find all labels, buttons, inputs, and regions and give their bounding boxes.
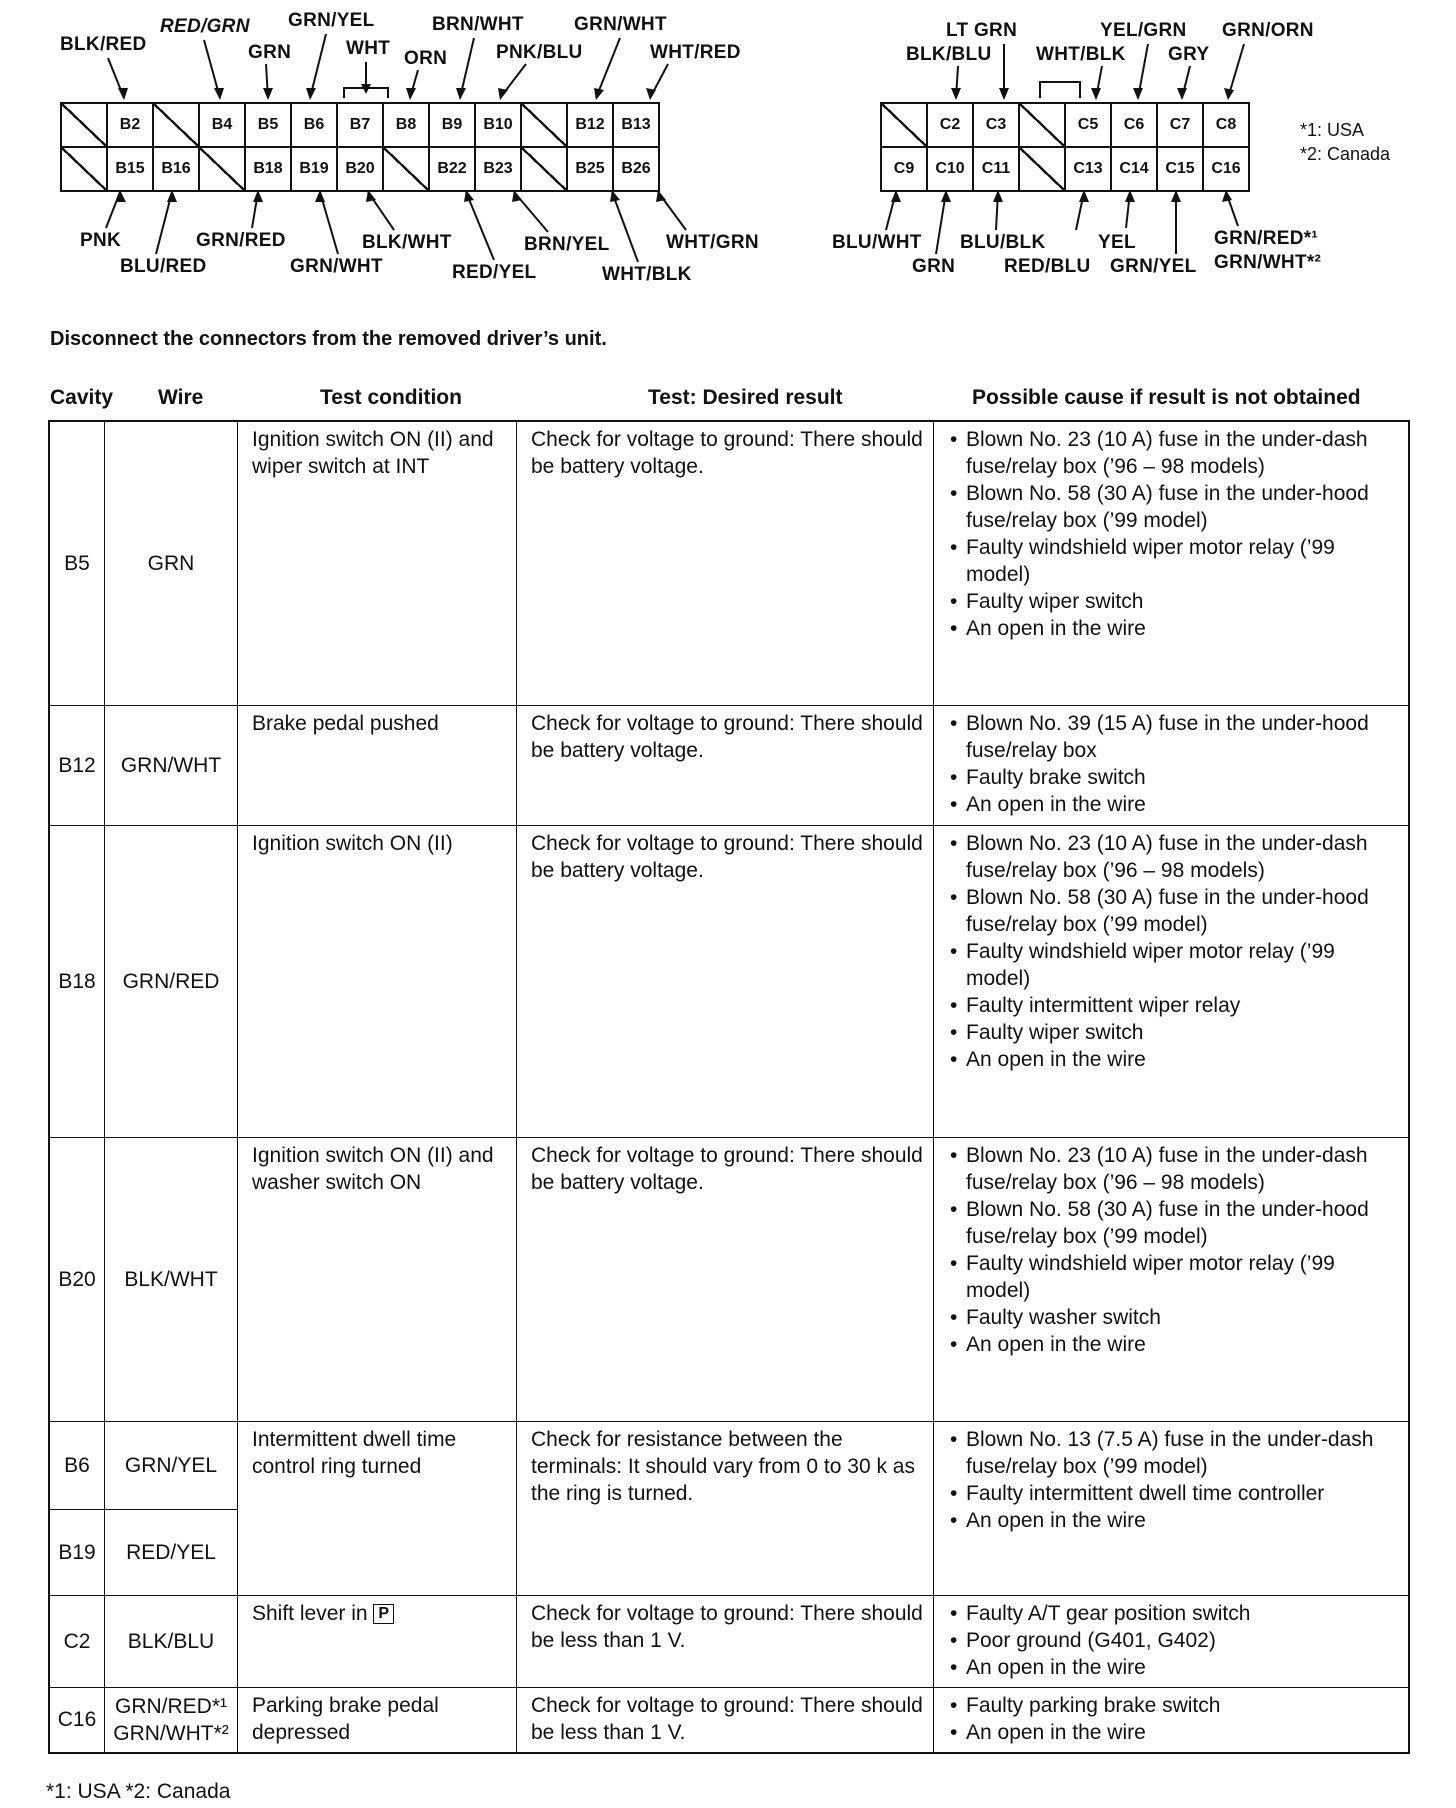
wire-cell: GRN bbox=[105, 421, 238, 705]
wire-cell bbox=[105, 1687, 238, 1753]
cause-cell bbox=[934, 1137, 1410, 1421]
wire-cell: GRN/WHT bbox=[105, 705, 238, 825]
cavity-cell: B13 bbox=[613, 103, 659, 147]
cause-list bbox=[948, 1600, 1398, 1681]
condition-cell: Ignition switch ON (II) bbox=[238, 825, 517, 1137]
cause-item: • An open in the wire bbox=[948, 1507, 1398, 1534]
cause-item: • Blown No. 39 (15 A) fuse in the under-hood fuse/relay box bbox=[948, 710, 1398, 764]
cavity-cell: B15 bbox=[107, 147, 153, 191]
arrow-head bbox=[1224, 88, 1234, 100]
cavity-cell: B7 bbox=[337, 103, 383, 147]
wire-label: GRN/RED bbox=[196, 230, 286, 251]
wire-label: GRN bbox=[248, 42, 292, 63]
arrow-head bbox=[993, 190, 1003, 202]
cause-list bbox=[948, 830, 1398, 1073]
header-wire: Wire bbox=[158, 386, 204, 409]
wire-label: WHT/BLK bbox=[1036, 44, 1126, 65]
wire-label: RED/GRN bbox=[160, 16, 250, 37]
arrow-head bbox=[498, 88, 508, 100]
wire-usa: GRN/RED*¹ bbox=[114, 1694, 227, 1718]
header-cavity: Cavity bbox=[50, 386, 114, 409]
cavity-cell: B5 bbox=[245, 103, 291, 147]
wire-label: GRN/WHT bbox=[290, 256, 383, 277]
cause-list bbox=[948, 710, 1398, 818]
cavity-cell: C14 bbox=[1111, 147, 1157, 191]
cause-cell bbox=[934, 825, 1410, 1137]
condition-cell bbox=[238, 1595, 517, 1687]
cause-item: • Poor ground (G401, G402) bbox=[948, 1627, 1398, 1654]
table-row bbox=[49, 1687, 1409, 1753]
cause-item: • Faulty parking brake switch bbox=[948, 1692, 1398, 1719]
arrow-head bbox=[1125, 190, 1135, 202]
arrow-head bbox=[941, 190, 951, 202]
wire-label: BLK/BLU bbox=[906, 44, 992, 65]
leader-line bbox=[596, 38, 620, 98]
wire-label: BLU/WHT bbox=[832, 232, 922, 253]
cause-cell bbox=[934, 421, 1410, 705]
leader-lines bbox=[0, 0, 1456, 300]
arrow-head bbox=[263, 88, 273, 100]
cause-item: • An open in the wire bbox=[948, 1331, 1398, 1358]
result-cell: Check for voltage to ground: There should be battery voltage. bbox=[517, 421, 934, 705]
wire-label: BLK/WHT bbox=[362, 232, 452, 253]
arrow-head bbox=[951, 88, 961, 100]
cause-item: • Blown No. 13 (7.5 A) fuse in the under-dash fuse/relay box (’99 model) bbox=[948, 1426, 1398, 1480]
note-usa: *1: USA bbox=[1300, 120, 1365, 140]
wire-label: GRN/WHT bbox=[574, 14, 667, 35]
arrow-head bbox=[315, 190, 325, 202]
cavity-cell: B12 bbox=[567, 103, 613, 147]
cavity-cell: B10 bbox=[475, 103, 521, 147]
header-desired-result: Test: Desired result bbox=[648, 386, 843, 409]
cause-item: • Faulty windshield wiper motor relay (’99 model) bbox=[948, 1250, 1398, 1304]
condition-cell: Brake pedal pushed bbox=[238, 705, 517, 825]
cavity-cell: B18 bbox=[245, 147, 291, 191]
arrow-head bbox=[464, 190, 474, 202]
leader-line bbox=[612, 192, 638, 262]
cause-cell bbox=[934, 1595, 1410, 1687]
arrow-head bbox=[167, 190, 177, 202]
wire-label: GRN bbox=[912, 256, 956, 277]
cavity-cell: B6 bbox=[291, 103, 337, 147]
condition-cell: Intermittent dwell time control ring turned bbox=[238, 1421, 517, 1595]
cavity-cell: B6 bbox=[49, 1421, 105, 1509]
cavity-cell: B19 bbox=[291, 147, 337, 191]
wire-label: WHT/BLK bbox=[602, 264, 692, 285]
cavity-cell: B4 bbox=[199, 103, 245, 147]
arrow-head bbox=[1171, 190, 1181, 202]
cause-item: • Faulty intermittent dwell time controller bbox=[948, 1480, 1398, 1507]
cause-item: • An open in the wire bbox=[948, 1046, 1398, 1073]
cavity-cell: B2 bbox=[107, 103, 153, 147]
wire-label: BLU/BLK bbox=[960, 232, 1046, 253]
cavity-cell: B16 bbox=[153, 147, 199, 191]
cavity-cell: C10 bbox=[927, 147, 973, 191]
cavity-cell: B12 bbox=[49, 705, 105, 825]
cause-item: • Faulty windshield wiper motor relay (’99 model) bbox=[948, 534, 1398, 588]
cause-item: • Faulty brake switch bbox=[948, 764, 1398, 791]
wire-label: LT GRN bbox=[946, 20, 1018, 41]
cause-item: • An open in the wire bbox=[948, 1719, 1398, 1746]
cavity-cell: C16 bbox=[1203, 147, 1249, 191]
leader-line bbox=[1040, 82, 1080, 98]
result-cell: Check for voltage to ground: There should be battery voltage. bbox=[517, 825, 934, 1137]
table-row bbox=[49, 1421, 1409, 1509]
wire-label: BRN/YEL bbox=[524, 234, 610, 255]
cause-item: • Faulty windshield wiper motor relay (’99 model) bbox=[948, 938, 1398, 992]
cause-item: • Blown No. 58 (30 A) fuse in the under-hood fuse/relay box (’99 model) bbox=[948, 1196, 1398, 1250]
wire-label: GRY bbox=[1168, 44, 1210, 65]
wire-cell: BLK/WHT bbox=[105, 1137, 238, 1421]
cavity-cell: C8 bbox=[1203, 103, 1249, 147]
cause-item: • Faulty wiper switch bbox=[948, 1019, 1398, 1046]
note-canada: *2: Canada bbox=[1300, 144, 1391, 164]
wire-label: BLU/RED bbox=[120, 256, 207, 277]
cavity-cell: B19 bbox=[49, 1509, 105, 1595]
wire-label: WHT/GRN bbox=[666, 232, 759, 253]
cavity-cell: B18 bbox=[49, 825, 105, 1137]
cause-list bbox=[948, 1692, 1398, 1746]
connector-diagrams bbox=[0, 0, 1456, 300]
table-row bbox=[49, 825, 1409, 1137]
cause-item: • Blown No. 23 (10 A) fuse in the under-dash fuse/relay box (’96 – 98 models) bbox=[948, 830, 1398, 884]
cause-item: • Faulty wiper switch bbox=[948, 588, 1398, 615]
condition-text: Shift lever in bbox=[252, 1601, 368, 1625]
cavity-cell: B9 bbox=[429, 103, 475, 147]
cause-list bbox=[948, 426, 1398, 642]
table-row bbox=[49, 421, 1409, 705]
cavity-cell: C13 bbox=[1065, 147, 1111, 191]
wire-label: BRN/WHT bbox=[432, 14, 524, 35]
wire-canada: GRN/WHT*² bbox=[113, 1721, 229, 1745]
footnote: *1: USA *2: Canada bbox=[46, 1780, 231, 1803]
wire-label: WHT/RED bbox=[650, 42, 741, 63]
result-cell: Check for voltage to ground: There should be battery voltage. bbox=[517, 705, 934, 825]
cavity-cell: C2 bbox=[927, 103, 973, 147]
intro-instruction: Disconnect the connectors from the removed driver’s unit. bbox=[50, 328, 607, 350]
arrow-head bbox=[999, 88, 1009, 100]
arrow-head bbox=[891, 190, 901, 202]
result-cell: Check for voltage to ground: There should be less than 1 V. bbox=[517, 1595, 934, 1687]
condition-cell: Ignition switch ON (II) and washer switch ON bbox=[238, 1137, 517, 1421]
cause-item: • An open in the wire bbox=[948, 791, 1398, 818]
cause-list bbox=[948, 1142, 1398, 1358]
wire-label: GRN/YEL bbox=[1110, 256, 1197, 277]
arrow-head bbox=[1079, 190, 1089, 202]
cause-item: • Faulty A/T gear position switch bbox=[948, 1600, 1398, 1627]
cavity-cell: B22 bbox=[429, 147, 475, 191]
arrow-head bbox=[656, 190, 666, 202]
cause-cell bbox=[934, 1687, 1410, 1753]
arrow-head bbox=[512, 190, 522, 202]
cavity-cell: C16 bbox=[49, 1687, 105, 1753]
leader-line bbox=[466, 192, 494, 260]
wire-label: GRN/YEL bbox=[288, 10, 375, 31]
arrow-head bbox=[1222, 190, 1232, 202]
wire-label: WHT bbox=[346, 38, 391, 59]
wire-label: YEL/GRN bbox=[1100, 20, 1187, 41]
wire-cell: GRN/RED bbox=[105, 825, 238, 1137]
park-position-symbol: P bbox=[373, 1604, 394, 1624]
arrow-head bbox=[456, 88, 466, 100]
arrow-head bbox=[253, 190, 263, 202]
test-table bbox=[48, 420, 1410, 1754]
cavity-cell: B5 bbox=[49, 421, 105, 705]
arrow-head bbox=[1133, 88, 1143, 100]
cause-item: • Faulty washer switch bbox=[948, 1304, 1398, 1331]
arrow-head bbox=[1177, 88, 1187, 100]
cavity-cell: C7 bbox=[1157, 103, 1203, 147]
cavity-cell: C3 bbox=[973, 103, 1019, 147]
condition-cell: Ignition switch ON (II) and wiper switch at INT bbox=[238, 421, 517, 705]
arrow-head bbox=[118, 88, 128, 100]
wire-label: BLK/RED bbox=[60, 34, 147, 55]
wire-cell: GRN/YEL bbox=[105, 1421, 238, 1509]
table-row bbox=[49, 705, 1409, 825]
arrow-head bbox=[646, 88, 656, 100]
cavity-cell: B25 bbox=[567, 147, 613, 191]
cavity-cell: B8 bbox=[383, 103, 429, 147]
cavity-cell: C6 bbox=[1111, 103, 1157, 147]
cause-item: • Blown No. 58 (30 A) fuse in the under-hood fuse/relay box (’99 model) bbox=[948, 480, 1398, 534]
wire-label: GRN/WHT*² bbox=[1214, 252, 1322, 273]
wire-label: RED/BLU bbox=[1004, 256, 1091, 277]
arrow-head bbox=[306, 88, 316, 100]
cavity-cell: C5 bbox=[1065, 103, 1111, 147]
result-cell: Check for resistance between the terminals: It should vary from 0 to 30 k as the ring is turned. bbox=[517, 1421, 934, 1595]
table-row bbox=[49, 1595, 1409, 1687]
table-row bbox=[49, 1137, 1409, 1421]
cause-item: • An open in the wire bbox=[948, 615, 1398, 642]
cause-cell bbox=[934, 705, 1410, 825]
wire-label: YEL bbox=[1098, 232, 1136, 253]
cause-item: • Blown No. 23 (10 A) fuse in the under-dash fuse/relay box (’96 – 98 models) bbox=[948, 426, 1398, 480]
result-cell: Check for voltage to ground: There should be less than 1 V. bbox=[517, 1687, 934, 1753]
cavity-cell: C2 bbox=[49, 1595, 105, 1687]
wire-label: PNK bbox=[80, 230, 122, 251]
cavity-cell: B20 bbox=[49, 1137, 105, 1421]
wire-label: PNK/BLU bbox=[496, 42, 583, 63]
cause-list bbox=[948, 1426, 1398, 1534]
wire-label: GRN/RED*¹ bbox=[1214, 228, 1319, 249]
arrow-head bbox=[594, 88, 604, 100]
cavity-cell: C9 bbox=[881, 147, 927, 191]
cavity-cell: C15 bbox=[1157, 147, 1203, 191]
cavity-cell: B20 bbox=[337, 147, 383, 191]
condition-cell: Parking brake pedal depressed bbox=[238, 1687, 517, 1753]
cause-item: • Faulty intermittent wiper relay bbox=[948, 992, 1398, 1019]
result-cell: Check for voltage to ground: There should be battery voltage. bbox=[517, 1137, 934, 1421]
wire-label: RED/YEL bbox=[452, 262, 537, 283]
arrow-head bbox=[214, 88, 224, 100]
cavity-cell: C11 bbox=[973, 147, 1019, 191]
cavity-cell: B23 bbox=[475, 147, 521, 191]
wire-cell: BLK/BLU bbox=[105, 1595, 238, 1687]
wire-cell: RED/YEL bbox=[105, 1509, 238, 1595]
header-possible-cause: Possible cause if result is not obtained bbox=[972, 386, 1361, 409]
arrow-head bbox=[1091, 88, 1101, 100]
wire-label: GRN/ORN bbox=[1222, 20, 1314, 41]
arrow-head bbox=[610, 190, 620, 202]
wire-label: ORN bbox=[404, 48, 448, 69]
header-test-condition: Test condition bbox=[320, 386, 462, 409]
arrow-head bbox=[366, 190, 376, 202]
cause-item: • An open in the wire bbox=[948, 1654, 1398, 1681]
cavity-cell: B26 bbox=[613, 147, 659, 191]
cause-cell bbox=[934, 1421, 1410, 1595]
cause-item: • Blown No. 58 (30 A) fuse in the under-hood fuse/relay box (’99 model) bbox=[948, 884, 1398, 938]
arrow-head bbox=[406, 88, 416, 100]
cause-item: • Blown No. 23 (10 A) fuse in the under-dash fuse/relay box (’96 – 98 models) bbox=[948, 1142, 1398, 1196]
